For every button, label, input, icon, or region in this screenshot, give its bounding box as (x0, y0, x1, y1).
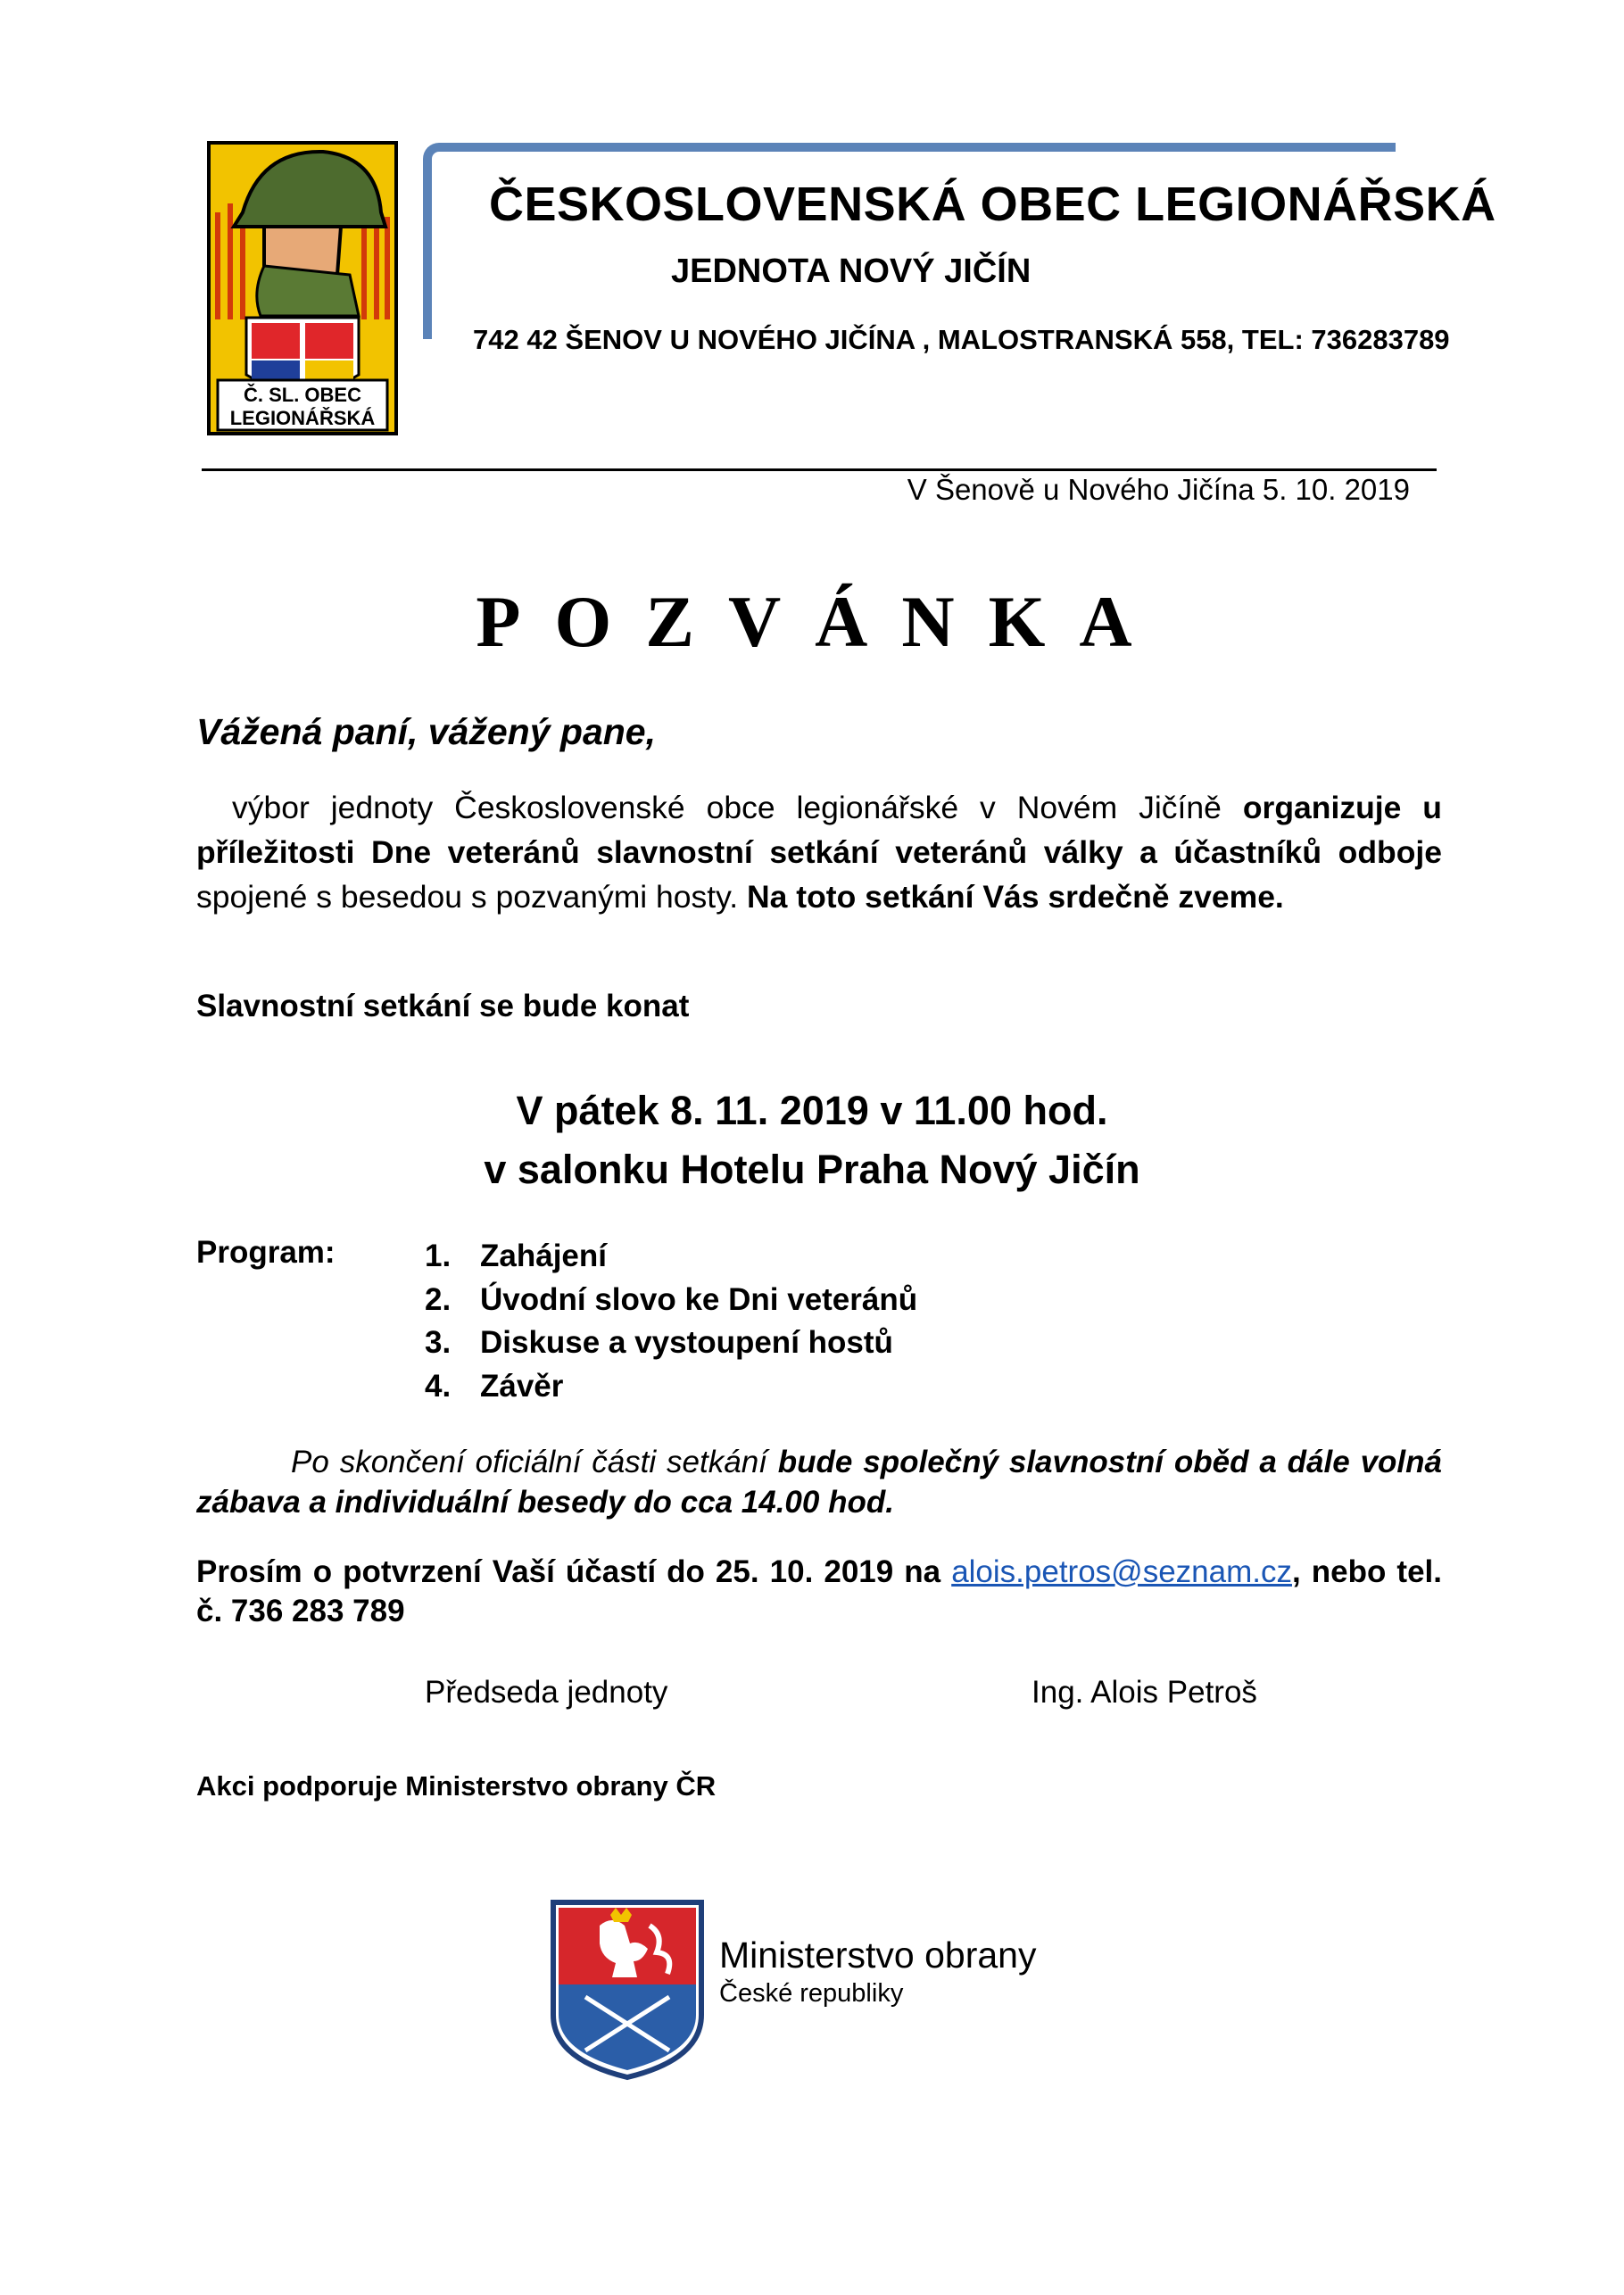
program-item-text: Diskuse a vystoupení hostů (480, 1325, 893, 1360)
program-list (425, 1235, 917, 1408)
after-part2: bude společný slavnostní oběd a dále volná zábava a individuální besedy do cca 14.00 hod. (196, 1445, 1443, 1520)
salutation: Vážená paní, vážený pane, (196, 711, 656, 752)
intro-part2: organizuje u příležitosti Dne veteránů slavnostní setkání veteránů války a účastníků odboje (196, 790, 1442, 870)
program-label: Program: (196, 1235, 336, 1270)
header-frame (423, 143, 1396, 339)
legion-logo (207, 141, 398, 435)
program-item (425, 1235, 917, 1279)
rsvp-part2: , nebo tel. č. 736 283 789 (196, 1554, 1442, 1628)
program-item-number: 1. (425, 1239, 452, 1273)
invitation-title: POZVÁNKA (476, 581, 1166, 662)
intro-paragraph (196, 785, 1442, 919)
after-program-paragraph (196, 1442, 1442, 1522)
ministry-emblem-icon (550, 1899, 705, 2081)
sponsor-note: Akci podporuje Ministerstvo obrany ČR (196, 1770, 717, 1802)
org-address: 742 42 ŠENOV U NOVÉHO JIČÍNA , MALOSTRANSKÁ 558, TEL: 736283789 (473, 324, 1450, 355)
program-item-number: 4. (425, 1368, 452, 1404)
intro-part4: Na toto setkání Vás srdečně zveme. (747, 879, 1284, 915)
rsvp-paragraph (196, 1553, 1442, 1631)
meeting-when: V pátek 8. 11. 2019 v 11.00 hod. (516, 1088, 1108, 1133)
org-name: ČESKOSLOVENSKÁ OBEC LEGIONÁŘSKÁ (489, 178, 1496, 231)
rsvp-part1: Prosím o potvrzení Vaší účastí do 25. 10. 2019 na (196, 1554, 952, 1589)
signature-title: Předseda jednoty (425, 1675, 668, 1710)
program-item-text: Závěr (480, 1368, 564, 1404)
rsvp-email-link[interactable]: alois.petros@seznam.cz (951, 1554, 1292, 1589)
program-item-text: Úvodní slovo ke Dni veteránů (480, 1281, 918, 1317)
place-date: V Šenově u Nového Jičína 5. 10. 2019 (907, 473, 1410, 506)
meeting-intro: Slavnostní setkání se bude konat (196, 989, 690, 1023)
signature-name: Ing. Alois Petroš (1032, 1675, 1257, 1710)
program-item (425, 1321, 917, 1365)
after-part1: Po skončení oficiální části setkání (291, 1445, 778, 1479)
meeting-details (0, 1081, 1624, 1199)
meeting-where: v salonku Hotelu Praha Nový Jičín (484, 1147, 1140, 1192)
program-item (425, 1365, 917, 1409)
program-item-number: 2. (425, 1281, 452, 1317)
ministry-name: Ministerstvo obrany (719, 1935, 1037, 1976)
logo-text-line2: LEGIONÁŘSKÁ (229, 407, 376, 429)
intro-part1: výbor jednoty Československé obce legionářské v Novém Jičíně (232, 790, 1243, 825)
header-rule (202, 468, 1437, 471)
ministry-subtitle: České republiky (719, 1979, 904, 2008)
program-item-text: Zahájení (480, 1239, 607, 1273)
intro-part3: spojené s besedou s pozvanými hosty. (196, 879, 748, 915)
logo-text-line1: Č. SL. OBEC (243, 384, 362, 406)
program-item (425, 1279, 917, 1322)
program-item-number: 3. (425, 1325, 452, 1360)
org-unit: JEDNOTA NOVÝ JIČÍN (671, 253, 1032, 290)
